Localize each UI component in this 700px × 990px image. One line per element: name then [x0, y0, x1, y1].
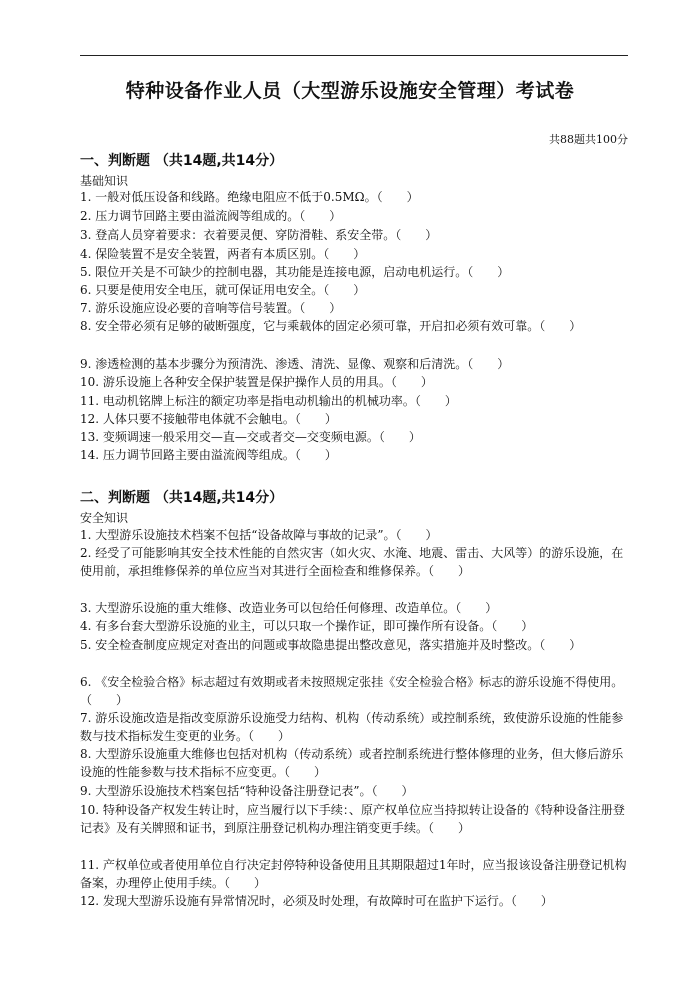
question-item: 11. 产权单位或者使用单位自行决定封停特种设备使用且其期限超过1年时，应当报该设备注册登记机构备案，办理停止使用手续。（ ）: [80, 858, 627, 890]
question-item: 14. 压力调节回路主要由溢流阀等组成。（ ）: [80, 448, 337, 462]
question-item: 6. 《安全检验合格》标志超过有效期或者未按照规定张挂《安全检验合格》标志的游乐设施不得使用。（ ）: [80, 675, 624, 707]
question-item: 3. 大型游乐设施的重大维修、改造业务可以包给任何修理、改造单位。（ ）: [80, 601, 498, 615]
section-2-heading: 二、判断题 （共14题,共14分）: [80, 490, 284, 506]
question-item: 2. 压力调节回路主要由溢流阀等组成的。（ ）: [80, 209, 342, 223]
question-item: 5. 限位开关是不可缺少的控制电器，其功能是连接电源，启动电机运行。（ ）: [80, 265, 510, 279]
question-item: 6. 只要是使用安全电压，就可保证用电安全。（ ）: [80, 283, 366, 297]
question-total: 共88题共100分: [549, 133, 628, 146]
question-item: 4. 有多台套大型游乐设施的业主，可以只取一个操作证，即可操作所有设备。（ ）: [80, 619, 534, 633]
question-item: 1. 一般对低压设备和线路。绝缘电阻应不低于0.5MΩ。（ ）: [80, 190, 419, 204]
section-1-heading: 一、判断题 （共14题,共14分）: [80, 153, 284, 169]
question-item: 9. 大型游乐设施技术档案包括“特种设备注册登记表”。（ ）: [80, 784, 414, 798]
question-item: 7. 游乐设施改造是指改变原游乐设施受力结构、机构（传动系统）或控制系统，致使游乐设施的性能参数与技术指标发生变更的业务。（ ）: [80, 711, 624, 743]
question-item: 2. 经受了可能影响其安全技术性能的自然灾害（如火灾、水淹、地震、雷击、大风等）的游乐设施，在使用前，承担维修保养的单位应当对其进行全面检查和维修保养。（ ）: [80, 546, 624, 578]
question-item: 7. 游乐设施应设必要的音响等信号装置。（ ）: [80, 301, 342, 315]
question-item: 1. 大型游乐设施技术档案不包括“设备故障与事故的记录”。（ ）: [80, 528, 438, 542]
section-1-subheading: 基础知识: [80, 174, 129, 188]
question-item: 9. 渗透检测的基本步骤分为预清洗、渗透、清洗、显像、观察和后清洗。（ ）: [80, 357, 510, 371]
question-item: 3. 登高人员穿着要求：衣着要灵便、穿防滑鞋、系安全带。（ ）: [80, 228, 438, 242]
question-item: 12. 发现大型游乐设施有异常情况时，必须及时处理，有故障时可在监护下运行。（ ）: [80, 894, 553, 908]
question-item: 12. 人体只要不接触带电体就不会触电。（ ）: [80, 412, 337, 426]
question-item: 8. 安全带必须有足够的破断强度，它与乘载体的固定必须可靠，开启扣必须有效可靠。（ ）: [80, 319, 582, 333]
question-item: 10. 游乐设施上各种安全保护装置是保护操作人员的用具。（ ）: [80, 375, 433, 389]
question-item: 5. 安全检查制度应规定对查出的问题或事故隐患提出整改意见，落实措施并及时整改。（ ）: [80, 638, 582, 652]
question-item: 10. 特种设备产权发生转让时，应当履行以下手续：、原产权单位应当持拟转让设备的《特种设备注册登记表》及有关牌照和证书，到原注册登记机构办理注销变更手续。（ ）: [80, 803, 625, 835]
section-2-subheading: 安全知识: [80, 511, 129, 525]
question-item: 13. 变频调速一般采用交—直—交或者交—交变频电源。（ ）: [80, 430, 421, 444]
question-item: 8. 大型游乐设施重大维修也包括对机构（传动系统）或者控制系统进行整体修理的业务，但大修后游乐设施的性能参数与技术指标不应变更。（ ）: [80, 747, 624, 779]
question-item: 4. 保险装置不是安全装置，两者有本质区别。（ ）: [80, 247, 366, 261]
header-rule: [80, 55, 628, 56]
question-item: 11. 电动机铭牌上标注的额定功率是指电动机输出的机械功率。（ ）: [80, 394, 457, 408]
exam-title: 特种设备作业人员（大型游乐设施安全管理）考试卷: [125, 80, 575, 102]
